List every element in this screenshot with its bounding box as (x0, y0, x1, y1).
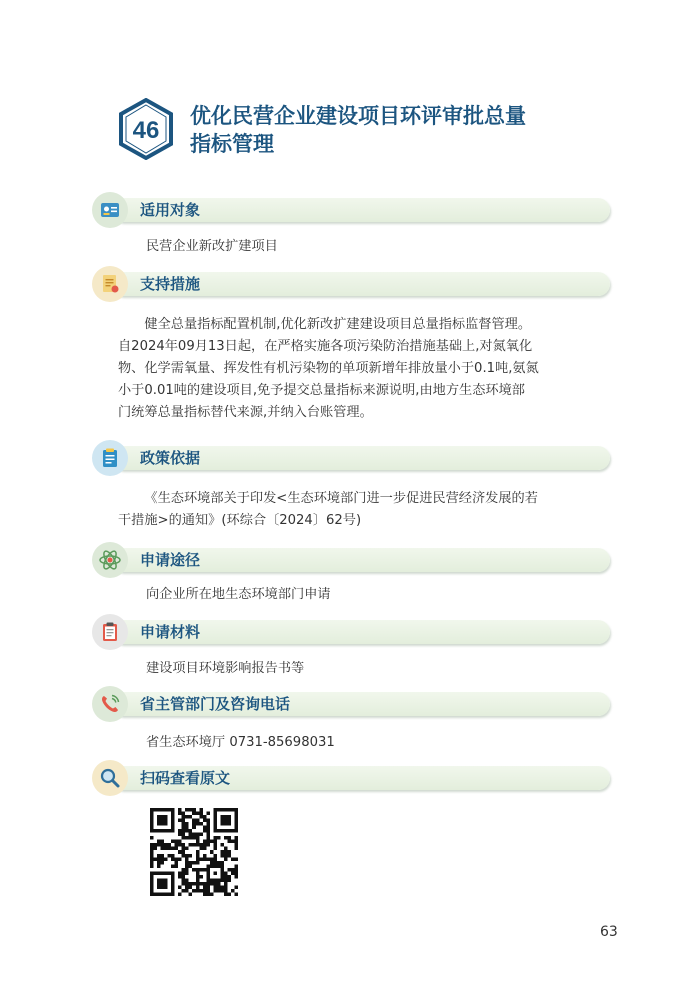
section-title: 适用对象 (140, 201, 201, 219)
section-materials (92, 614, 610, 650)
qr-code[interactable] (150, 808, 238, 896)
id-card-icon (92, 192, 128, 228)
number-badge (118, 98, 174, 160)
section-title: 支持措施 (140, 275, 201, 293)
section-policy (92, 440, 610, 476)
section-title: 申请材料 (140, 623, 201, 641)
section-channel (92, 542, 610, 578)
clipboard-icon (92, 614, 128, 650)
measures-line: 小于0.01吨的建设项目,免予提交总量指标来源说明,由地方生态环境部 (118, 383, 525, 398)
section-title: 申请途径 (140, 551, 201, 569)
hexagon-icon (118, 98, 174, 160)
page-number: 63 (600, 924, 618, 940)
atom-icon (92, 542, 128, 578)
title-line-2: 指标管理 (190, 132, 274, 156)
measures-line: 健全总量指标配置机制,优化新改扩建建设项目总量指标监督管理。 (144, 317, 532, 332)
policy-line: 干措施>的通知》(环综合〔2024〕62号) (118, 513, 362, 528)
applicable-text: 民营企业新改扩建项目 (146, 239, 278, 254)
measures-line: 门统筹总量指标替代来源,并纳入台账管理。 (118, 405, 373, 420)
magnifier-icon (92, 760, 128, 796)
document-pen-icon (92, 266, 128, 302)
measures-text (118, 314, 618, 424)
section-scan (92, 760, 610, 796)
measures-line: 自2024年09月13日起，在严格实施各项污染防治措施基础上,对氮氧化 (118, 339, 533, 354)
title-block (118, 98, 638, 164)
channel-text: 向企业所在地生态环境部门申请 (146, 587, 331, 602)
title-line-1: 优化民营企业建设项目环评审批总量 (190, 104, 526, 128)
section-title: 省主管部门及咨询电话 (140, 695, 291, 713)
policy-line: 《生态环境部关于印发<生态环境部门进一步促进民营经济发展的若 (144, 491, 538, 506)
contact-text: 省生态环境厅 0731-85698031 (146, 735, 335, 750)
qr-code-image (150, 808, 238, 896)
badge-number: 46 (132, 117, 160, 144)
clipboard-document-icon (92, 440, 128, 476)
policy-text (118, 488, 618, 532)
section-title: 政策依据 (140, 449, 201, 467)
materials-text: 建设项目环境影响报告书等 (146, 661, 305, 676)
measures-line: 物、化学需氧量、挥发性有机污染物的单项新增年排放量小于0.1吨,氨氮 (118, 361, 539, 376)
phone-icon (92, 686, 128, 722)
section-measures (92, 266, 610, 302)
page-title (190, 102, 630, 158)
section-title: 扫码查看原文 (140, 769, 231, 787)
section-applicable (92, 192, 610, 228)
section-contact (92, 686, 610, 722)
